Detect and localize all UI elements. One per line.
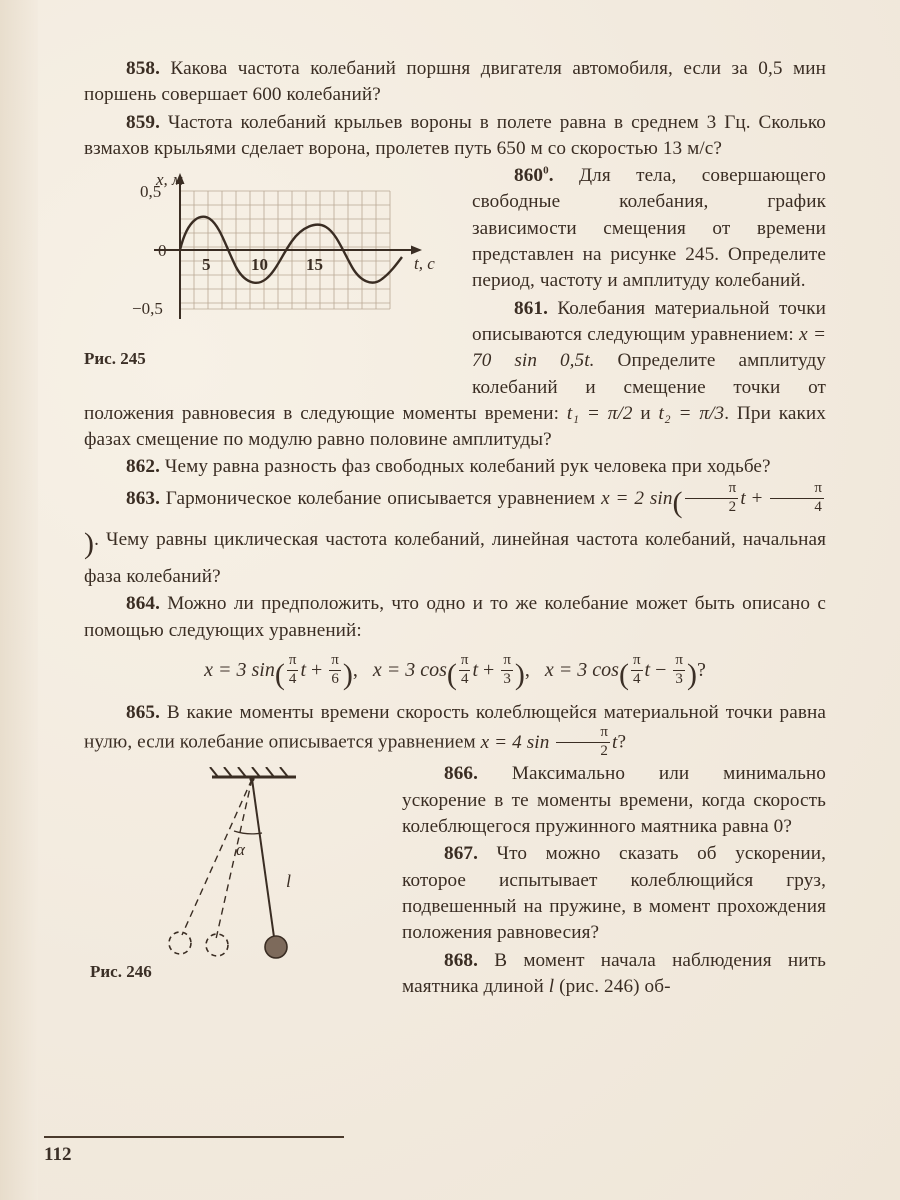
problem-867-number: 867. [444, 843, 478, 865]
problem-865 [84, 700, 826, 761]
problem-863 [84, 482, 826, 590]
f864-3-frac1: $\frac{\pi}{4}$ [632, 651, 641, 687]
problem-860-dot: . [548, 165, 554, 187]
problem-862-text: Чему равна разность фаз свободных колебаний рук человека при ходьбе? [164, 456, 771, 478]
problem-861-t1: t₁ = π/2 [566, 402, 633, 424]
problem-868-number: 868. [444, 949, 478, 971]
problem-859 [84, 110, 826, 163]
problem-865-number: 865. [126, 701, 160, 723]
problem-867-text: Что можно сказать об ускорении, которое испытывает колеблющийся груз, подвешенный на пружине, в момент прохождения положения равновесия? [402, 843, 826, 944]
f864-2-close: ) [514, 657, 525, 691]
problem-868-length-symbol: l [548, 975, 555, 997]
f864-1-close: ) [342, 657, 353, 691]
figure-245-graph [84, 169, 454, 347]
f864-item-2 [372, 651, 530, 691]
problem-861-t2: t₂ = π/3 [658, 402, 725, 424]
f865-var: t [612, 731, 618, 753]
f864-2-tail: , [524, 658, 530, 681]
y-tick-0: 0 [158, 241, 167, 261]
f864-1-tail: , [352, 658, 358, 681]
f864-3-frac2: $\frac{\pi}{3}$ [675, 651, 683, 687]
f863-frac2: $\frac{\pi}{4}$ [770, 481, 824, 516]
footer-rule [44, 1136, 344, 1138]
figure-246-caption: Рис. 246 [90, 962, 152, 982]
figure-245-caption: Рис. 245 [84, 349, 146, 369]
f864-1-lhs: x = 3 sin [204, 658, 275, 681]
problem-862-number: 862. [126, 456, 160, 478]
f864-2-frac1: $\frac{\pi}{4}$ [460, 651, 469, 687]
problem-861-equation: x = 70 sin 0,5t. [472, 323, 826, 372]
f864-3-lhs: x = 3 cos [544, 658, 619, 681]
f864-item-3 [544, 651, 706, 691]
f863-op: + [751, 487, 763, 509]
y-axis-label: x, м [156, 170, 183, 190]
f863-close-paren: ) [84, 526, 95, 560]
problem-866-text: Максимально или минимально ускорение в те моменты времени, когда скорость колеблющегося пружинного маятника равна 0? [402, 763, 826, 838]
problem-861-number: 861. [514, 297, 548, 319]
problem-865-text-1: В какие моменты времени скорость колеблющейся материальной точки равна нулю, если колебание описывается уравнением [84, 701, 826, 753]
f863-lhs: x = 2 sin [601, 487, 673, 509]
pendulum-dashed-mid [216, 779, 252, 939]
figure-246-pendulum [84, 767, 384, 967]
angle-label: α [236, 840, 245, 860]
angle-arc [234, 831, 262, 834]
f864-item-1 [204, 651, 358, 691]
f864-2-lhs: x = 3 cos [372, 658, 447, 681]
f864-1-var: t [300, 658, 306, 681]
f864-3-tail: ? [696, 658, 706, 681]
bob-ghost-left [169, 932, 191, 954]
f864-2-var: t [472, 658, 479, 681]
problem-861-text-1: Колебания материальной точки описываются следующим уравнением: [472, 297, 826, 345]
problem-859-text: Частота колебаний крыльев вороны в полете равна в среднем 3 Гц. Сколько взмахов крыльями сделает ворона, пролетев путь 650 м со скоростью 13 м/с? [84, 111, 826, 159]
y-tick-neg0-5: −0,5 [132, 299, 163, 319]
problem-860-superscript: 0 [543, 164, 549, 177]
problem-863-number: 863. [126, 487, 160, 509]
problem-864-number: 864. [126, 593, 160, 615]
f863-frac1: $\frac{\pi}{2}$ [685, 481, 739, 516]
problem-858-number: 858. [126, 58, 160, 79]
figure-and-text-block [84, 163, 826, 454]
f864-1-open: ( [274, 657, 285, 691]
figure-246 [84, 767, 384, 982]
f864-2-open: ( [446, 657, 457, 691]
problem-861-text-3: . При каких фазах смещение по модулю равно половине амплитуды? [84, 402, 826, 451]
f865-frac: $\frac{\pi}{2}$ [556, 725, 610, 760]
x-tick-15: 15 [306, 255, 323, 275]
f864-2-frac2: $\frac{\pi}{3}$ [503, 651, 511, 687]
f864-1-frac1: $\frac{\pi}{4}$ [288, 651, 297, 687]
problem-868-text-1: В момент начала наблюдения нить маятника длиной [402, 949, 826, 997]
pendulum-bob [265, 936, 287, 958]
f864-1-op: + [311, 658, 323, 681]
page-content [84, 56, 826, 1001]
problem-859-number: 859. [126, 111, 160, 133]
f864-3-op: − [655, 658, 667, 681]
problem-860-number: 860 [514, 165, 544, 187]
problem-866-number: 866. [444, 763, 478, 785]
figure-245 [84, 169, 454, 379]
problem-865-text-2: ? [617, 731, 627, 753]
f865-lhs: x = 4 sin [480, 731, 550, 753]
problem-858 [84, 56, 826, 109]
f864-3-close: ) [686, 657, 697, 691]
pendulum-string [252, 779, 274, 937]
x-tick-5: 5 [202, 255, 211, 275]
problem-861-text-2: Определите амплитуду колебаний и смещение точки от положения равновесия в следующие моменты времени: [84, 350, 826, 424]
problem-863-text-2: Чему равны циклическая частота колебаний, линейная частота колебаний, начальная фаза колебаний? [84, 528, 826, 587]
problem-862 [84, 454, 826, 480]
problem-858-text: Какова частота колебаний поршня двигателя автомобиля, если за 0,5 мин поршень совершает 600 колебаний? [84, 58, 826, 106]
problem-863-inline-formula: x = 2 sin( $\frac{\pi}{2}$ t + $\frac{\pi}{4}$ ). [84, 480, 822, 560]
bottom-figure-block [84, 761, 826, 1001]
f863-open-paren: ( [672, 485, 683, 519]
problem-865-inline-formula [480, 723, 618, 759]
problem-861-and: и [632, 402, 659, 424]
problem-864-text: Можно ли предположить, что одно и то же колебание может быть описано с помощью следующих уравнений: [84, 593, 826, 641]
x-tick-10: 10 [251, 255, 268, 275]
problem-868-text-2: (рис. 246) об- [554, 975, 671, 997]
problem-863-text-1: Гармоническое колебание описывается уравнением [165, 487, 602, 509]
f864-3-open: ( [618, 657, 629, 691]
page-number: 112 [44, 1144, 72, 1165]
f864-1-frac2: $\frac{\pi}{6}$ [331, 651, 339, 687]
f864-2-op: + [483, 658, 495, 681]
y-tick-0-5: 0,5 [140, 182, 162, 202]
page-footer [44, 1136, 864, 1166]
x-axis-label: t, c [414, 254, 435, 274]
f863-var: t [740, 487, 746, 509]
problem-864-formulas [84, 651, 826, 692]
f864-3-var: t [644, 658, 651, 681]
problem-864 [84, 591, 826, 644]
problem-860-text: Для тела, совершающего свободные колебания, график зависимости смещения от времени представлен на рисунке 245. Определите период, частоту и амплитуду колебаний. [472, 165, 826, 292]
length-label: l [286, 871, 292, 892]
